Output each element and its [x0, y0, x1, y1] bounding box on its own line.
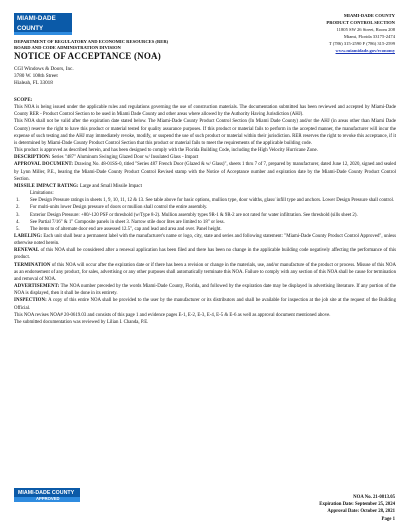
termination-text: of this NOA will occur after the expiration date or if there has been a revision or change in the materials, use, and/or manufacture of the product or process. Misuse of this NOA as an endorsement of any product, for sales, advertising or any other purposes shall automatically terminate this NOA. Failure to comply with any section of this NOA shall be cause for termination and removal of NOA. — [14, 262, 396, 282]
expiration-date: Expiration Date: September 25, 2024 — [319, 502, 395, 508]
termination-heading: TERMINATION — [14, 262, 51, 268]
limitations-heading: Limitations: — [30, 191, 54, 197]
applicant-name: CGI Windows & Doors, Inc. — [14, 66, 74, 72]
advertisement-text: The NOA number preceded by the words Miami-Dade County, Florida, and followed by the expiration date may be displayed in advertising literature. If any portion of the NOA is displayed, then it shall be done in its entirety. — [14, 284, 397, 297]
limitations-list — [14, 197, 396, 233]
header-org: MIAMI-DADE COUNTY — [343, 13, 395, 18]
applicant-address — [14, 66, 74, 87]
scope-paragraph-1: This NOA is being issued under the applicable rules and regulations governing the use of construction materials. The documentation submitted has been reviewed and accepted by Miami-Dade County RER - Product Control Section to be used in Miami Dade County and other areas where allowed by the Authority Having Jurisdiction (AHJ). — [14, 105, 396, 118]
renewal-heading: RENEWAL — [14, 248, 40, 254]
limitation-item: 5. The items to of alternate door end are assessed 12.5", cap and lead and area and over. Panel height. — [16, 226, 222, 232]
logo-line-2: COUNTY — [17, 25, 44, 32]
header-address-2: Miami, Florida 33175-2474 — [343, 33, 395, 39]
logo-stripe — [14, 32, 72, 35]
scope-paragraph-3: This product is approved as described herein, and has been designed to comply with the Florida Building Code, including the High Velocity Hurricane Zone. — [14, 148, 318, 154]
footer-logo-line-1: MIAMI-DADE COUNTY — [18, 490, 75, 496]
department-line-2: BOARD AND CODE ADMINISTRATION DIVISION — [14, 45, 121, 50]
approval-text: Drawing No. 48-01SS-0, titled "Series 487 French Door (Glazed & w/ Glass)", sheets 1 thru 7 of 7, prepared by manufacturer, dated June 12, 2020, signed and sealed by Lynn Miller, P.E., bearing the Miami-Dade County Product Control Revised stamp with the Notice of Acceptance number and expiration date by the Miami-Dade County Product Control Section. — [14, 162, 396, 182]
document-title: NOTICE OF ACCEPTANCE (NOA) — [14, 51, 161, 61]
advertisement-heading: ADVERTISEMENT: — [14, 284, 60, 290]
footer-logo-line-2: APPROVED — [36, 496, 60, 501]
inspection-text: A copy of this entire NOA shall be provided to the user by the manufacturer or its distributors and shall be available for inspection at the job site at the request of the Building Official. — [14, 298, 396, 311]
description-heading: DESCRIPTION: — [14, 155, 51, 161]
document-body — [14, 97, 396, 326]
applicant-city: Hialeah, FL 33018 — [14, 80, 53, 86]
scope-heading: SCOPE: — [14, 98, 33, 103]
header-bureau: PRODUCT CONTROL SECTION — [326, 19, 395, 25]
approval-date: Approval Date: October 28, 2021 — [327, 509, 395, 515]
applicant-street: 3780 W. 108th Street — [14, 73, 58, 79]
header-contact-block — [275, 13, 395, 54]
miami-dade-logo — [14, 13, 72, 35]
header-phone: T (786) 315-2590 F (786) 315-2599 — [328, 40, 395, 46]
labeling-text: Each unit shall bear a permanent label with the manufacturer's name or logo, city, state and series and following statement: "Miami-Dade County Product Control Approved", unless otherwise noted herein. — [14, 233, 396, 247]
limitation-item: 1. See Design Pressure ratings in sheets 1, 9, 10, 11, 12 & 13. See table above for basic options, mullion type, door widths, glass/ infill type and anchors. Lower Design Pressure shall control. — [16, 198, 395, 204]
revises-text: This NOA revises NOA# 20-0619.03 and consists of this page 1 and evidence pages E-1, E-2, E-3, E-4, E-5 & E-6 as well as approval document mentioned above. — [14, 312, 331, 318]
department-block — [14, 39, 168, 51]
missile-heading: MISSILE IMPACT RATING: — [14, 183, 79, 189]
header-address-1: 11805 SW 26 Street, Room 208 — [336, 26, 395, 32]
footer-info — [319, 494, 395, 523]
footer-approved-logo — [14, 488, 80, 502]
labeling-heading: LABELING: — [14, 233, 43, 239]
description-text: Series "487" Aluminum Swinging Glazed Door w/ Insulated Glass - Impact — [51, 155, 199, 161]
logo-line-1: MIAMI-DADE — [17, 15, 56, 22]
limitation-item: 2. For multi-units lower Design pressure of doors or mullion shall control the entire assembly. — [16, 205, 208, 211]
noa-number: NOA No. 21-0813.05 — [353, 495, 395, 500]
scope-paragraph-2: This NOA shall not be valid after the expiration date stated below. The Miami-Dade County Product Control Section (In Miami Dade County) and/or the AHJ (in areas other than Miami Dade County) reserve the right to have this product or material tested for quality assurance purposes. If this product or material fails to perform in the accepted manner, the manufacturer will incur the expense of such testing and the AHJ may immediately revoke, modify, or suspend the use of such product or material within their jurisdiction. RER reserves the right to revoke this acceptance, if it is determined by Miami-Dade County Product Control Section that this product or material fails to meet the requirements of the applicable building code. — [14, 119, 396, 146]
page-number: Page 1 — [381, 516, 395, 522]
header-website-link[interactable]: www.miamidade.gov/economy — [335, 47, 395, 53]
missile-text: Large and Small Missile Impact — [79, 183, 142, 189]
limitation-item: 4. See Partial 7/16" & 1" Composite panels in sheet 3. Narrow stile door lites are limited to 18" or less. — [16, 219, 225, 225]
renewal-text: of this NOA shall be considered after a renewal application has been filed and there has been no change in the applicable building code negatively affecting the performance of this product. — [14, 248, 396, 261]
inspection-heading: INSPECTION: — [14, 298, 47, 304]
approval-heading: APPROVAL DOCUMENT: — [14, 162, 74, 168]
department-line-1: DEPARTMENT OF REGULATORY AND ECONOMIC RESOURCES (RER) — [14, 39, 169, 44]
reviewer-text: The submitted documentation was reviewed by Lilian I. Chanda, P.E. — [14, 319, 149, 325]
limitation-item: 3. Exterior Design Pressure: +80/-120 PSF or threshold (w/Type 8-2). Mullion assembly types 9R-1 & 9R-2 are not rated for water infiltration. See threshold (sills sheet 2). — [16, 212, 358, 218]
